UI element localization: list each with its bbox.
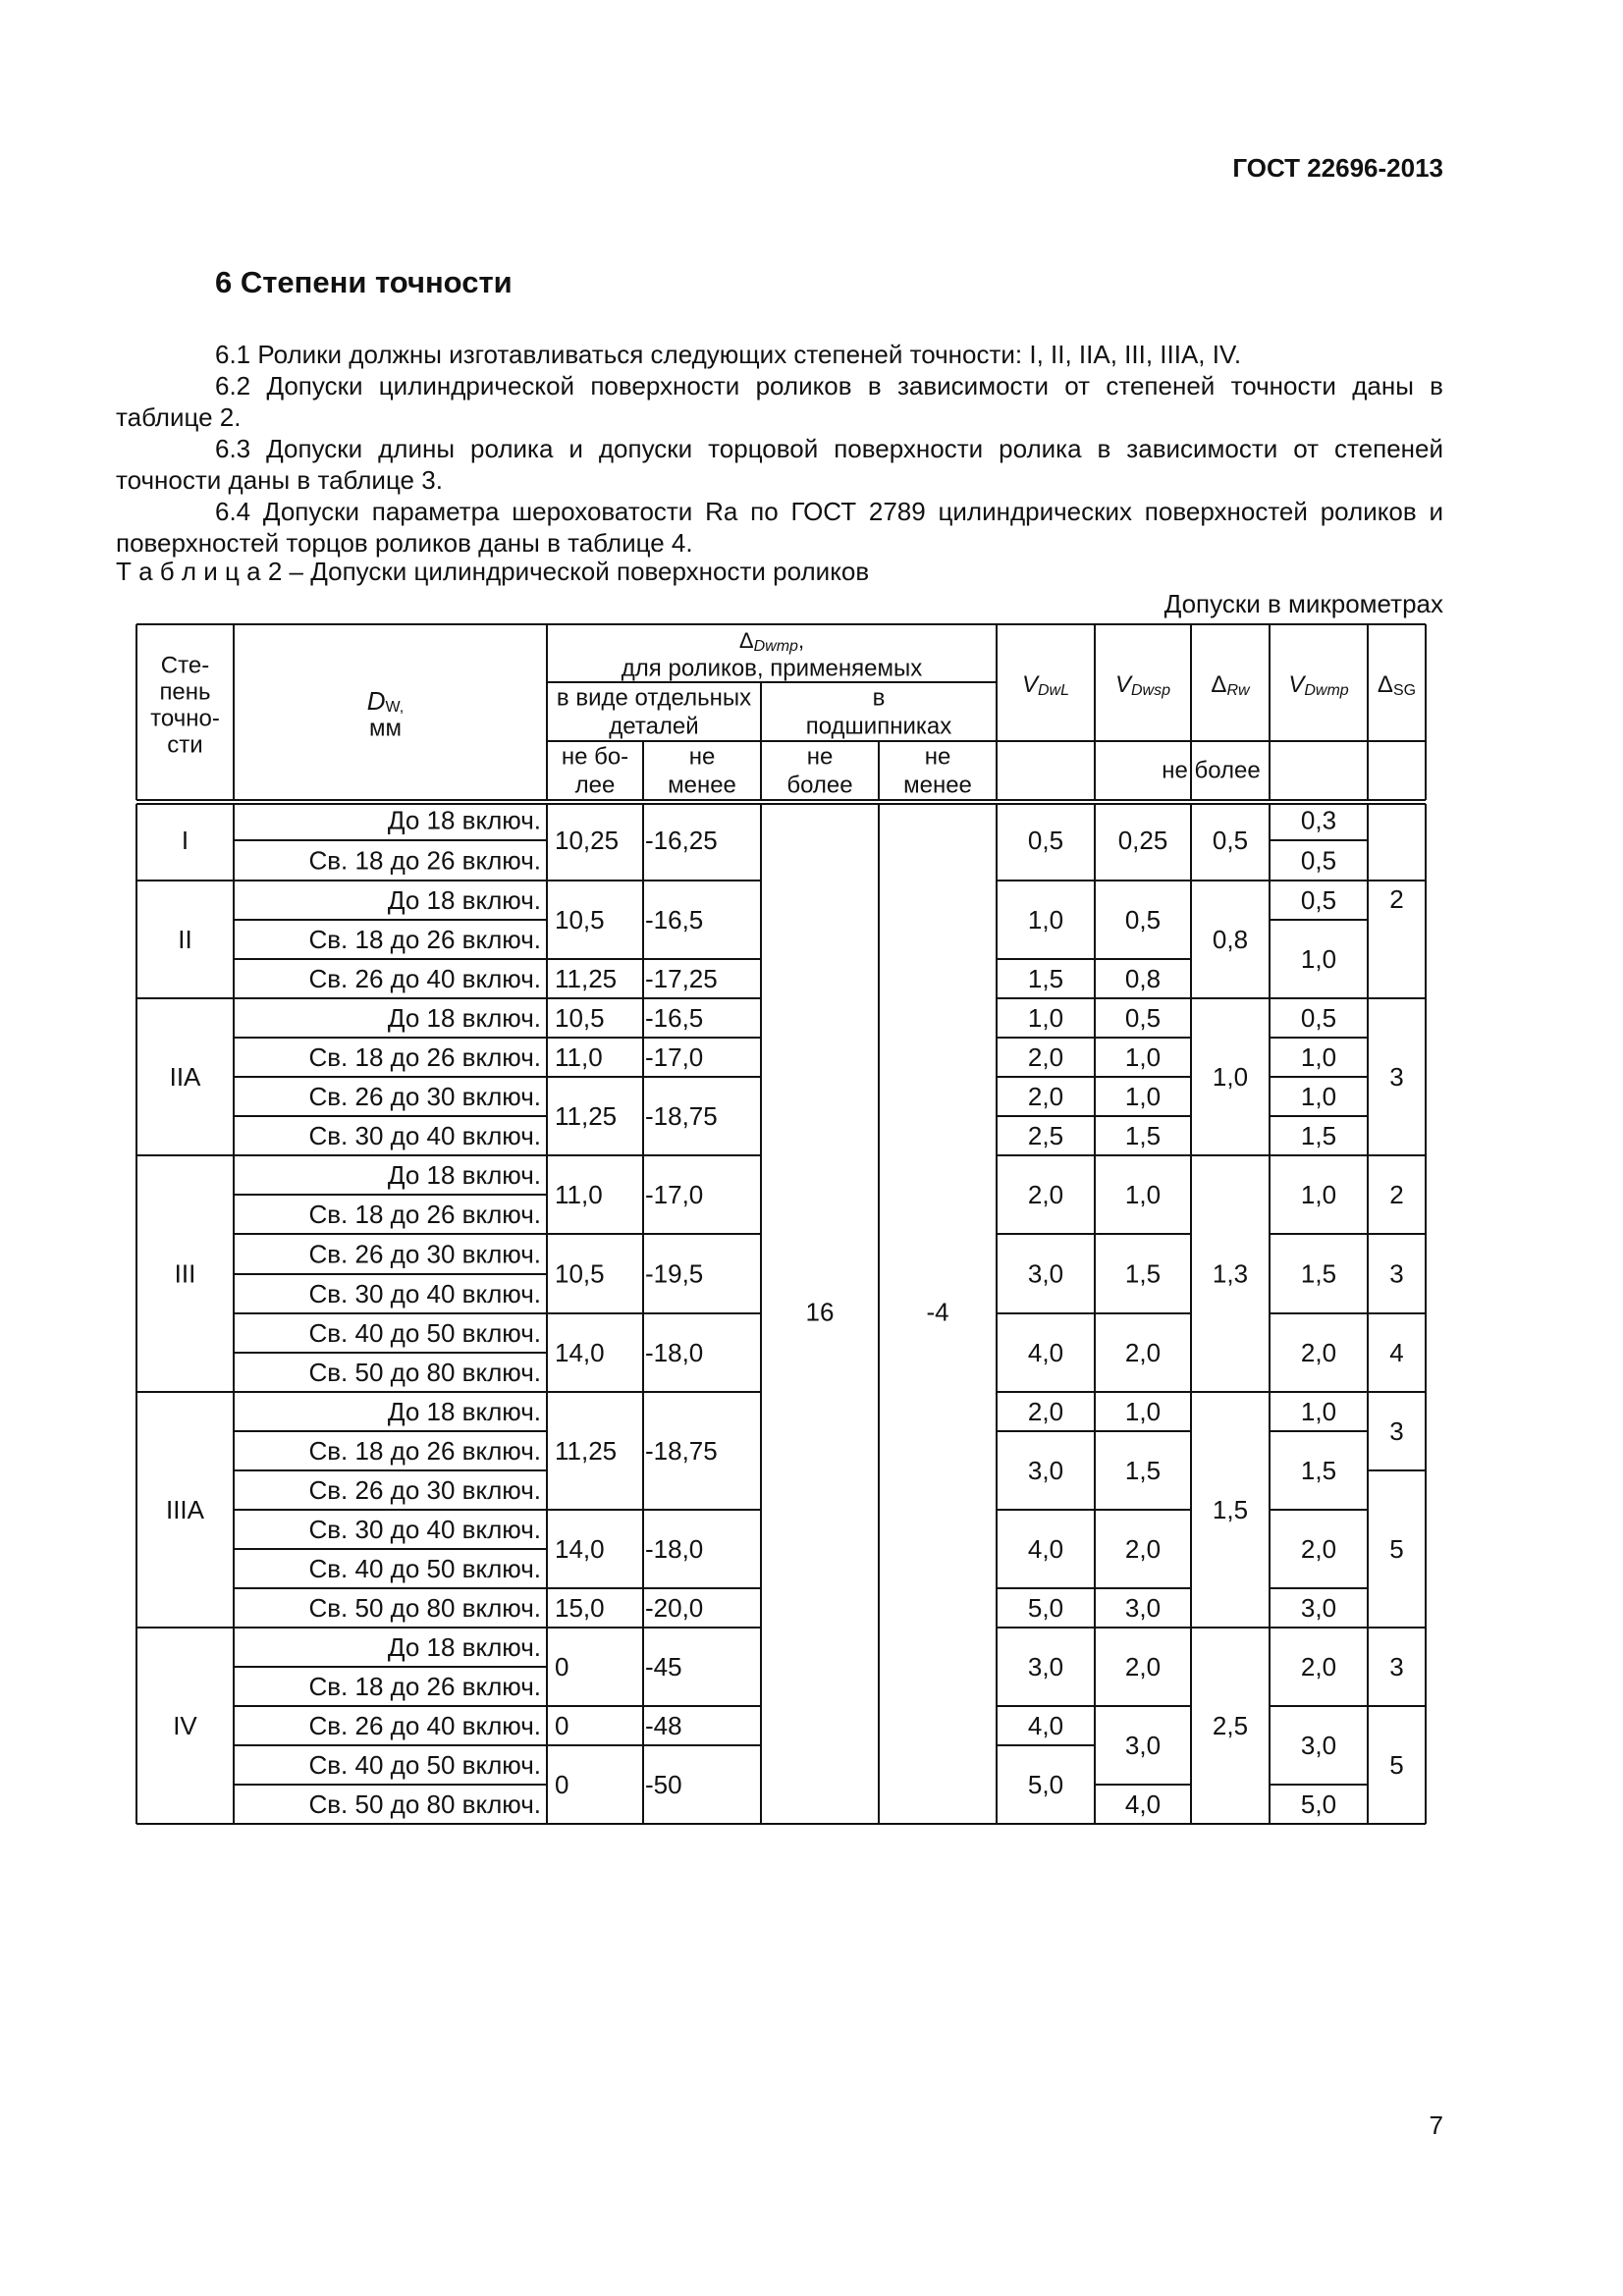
vdwsp-value: 1,0 bbox=[1124, 1397, 1162, 1426]
vdwl-value: 4,0 bbox=[1027, 1338, 1064, 1367]
size-range: До 18 включ. bbox=[387, 1632, 541, 1662]
header-delta-dwmp: $\Delta_{Dwmp}$, bbox=[738, 627, 805, 655]
vdwmp-value: 3,0 bbox=[1300, 1593, 1337, 1623]
dsg-value: 2 bbox=[1389, 1180, 1404, 1209]
drw-value: 0,5 bbox=[1212, 826, 1249, 855]
size-range: Св. 18 до 26 включ. bbox=[308, 1436, 541, 1466]
vdwmp-value: 0,3 bbox=[1300, 805, 1337, 835]
dsg-value: 3 bbox=[1389, 1416, 1404, 1446]
vdwl-value: 0,5 bbox=[1027, 826, 1064, 855]
vdwmp-value: 1,5 bbox=[1300, 1456, 1337, 1485]
header-dw: $D_{W,}$ bbox=[366, 686, 405, 716]
vdwmp-value: 2,0 bbox=[1300, 1652, 1337, 1682]
degree-label: I bbox=[181, 826, 189, 855]
vdwl-value: 3,0 bbox=[1027, 1652, 1064, 1682]
size-range: Св. 50 до 80 включ. bbox=[308, 1789, 541, 1819]
paragraph-text: 6.4 Допуски параметра шероховатости Ra по ГОСТ 2789 цилиндрических поверхностей роликов и поверхностей торцов роликов даны в таблице 4. bbox=[116, 497, 1443, 558]
bearing-not-more: 16 bbox=[805, 1297, 835, 1327]
vdwsp-value: 3,0 bbox=[1124, 1731, 1162, 1760]
sep-not-less: -48 bbox=[645, 1711, 682, 1740]
sep-not-less: -17,0 bbox=[645, 1042, 704, 1072]
vdwmp-value: 1,0 bbox=[1300, 1082, 1337, 1111]
vdwl-value: 1,5 bbox=[1027, 964, 1064, 993]
sep-not-more: 0 bbox=[555, 1652, 569, 1682]
sep-not-less: -18,0 bbox=[645, 1534, 704, 1564]
vdwsp-value: 2,0 bbox=[1124, 1338, 1162, 1367]
vdwsp-value: 1,5 bbox=[1124, 1121, 1162, 1150]
sep-not-more: 10,5 bbox=[555, 1258, 605, 1289]
vdwmp-value: 0,5 bbox=[1300, 885, 1337, 915]
vdwl-value: 2,0 bbox=[1027, 1082, 1064, 1111]
header-dsg: $\Delta_{SG}$ bbox=[1377, 670, 1417, 699]
size-range: Св. 18 до 26 включ. bbox=[308, 1672, 541, 1701]
sep-not-more: 10,5 bbox=[555, 1003, 605, 1033]
size-range: Св. 40 до 50 включ. bbox=[308, 1318, 541, 1348]
header-vdwsp: $V_{Dwsp}$ bbox=[1114, 670, 1171, 699]
header-degree: Сте- bbox=[160, 652, 210, 679]
vdwsp-value: 1,0 bbox=[1124, 1180, 1162, 1209]
vdwl-value: 4,0 bbox=[1027, 1711, 1064, 1740]
size-range: Св. 26 до 30 включ. bbox=[308, 1475, 541, 1505]
vdwl-value: 4,0 bbox=[1027, 1534, 1064, 1564]
dsg-value: 5 bbox=[1389, 1750, 1404, 1780]
size-range: До 18 включ. bbox=[387, 885, 541, 915]
header-delta-text: для роликов, применяемых bbox=[621, 655, 923, 682]
header-degree: сти bbox=[167, 731, 203, 759]
sep-not-less: -19,5 bbox=[645, 1258, 704, 1289]
dsg-value: 3 bbox=[1389, 1062, 1404, 1092]
header-in-bearings: подшипниках bbox=[805, 713, 952, 740]
header-dw-unit: мм bbox=[369, 715, 402, 742]
header-not-more: не бо- bbox=[561, 743, 629, 771]
size-range: Св. 18 до 26 включ. bbox=[308, 1200, 541, 1229]
header-not-more: более bbox=[786, 772, 853, 799]
sep-not-more: 11,0 bbox=[555, 1042, 603, 1072]
dsg-value: 4 bbox=[1389, 1338, 1404, 1367]
vdwl-value: 2,5 bbox=[1027, 1121, 1064, 1150]
degree-label: IIA bbox=[169, 1062, 201, 1092]
vdwmp-value: 2,0 bbox=[1300, 1534, 1337, 1564]
degree-label: III bbox=[174, 1258, 196, 1289]
size-range: Св. 40 до 50 включ. bbox=[308, 1750, 541, 1780]
vdwmp-value: 0,5 bbox=[1300, 845, 1337, 876]
size-range: Св. 50 до 80 включ. bbox=[308, 1358, 541, 1387]
drw-value: 2,5 bbox=[1212, 1711, 1249, 1740]
size-range: Св. 26 до 30 включ. bbox=[308, 1082, 541, 1111]
size-range: Св. 30 до 40 включ. bbox=[308, 1515, 541, 1544]
vdwl-value: 3,0 bbox=[1027, 1456, 1064, 1485]
vdwl-value: 3,0 bbox=[1027, 1258, 1064, 1289]
dsg-value: 3 bbox=[1389, 1652, 1404, 1682]
size-range: Св. 18 до 26 включ. bbox=[308, 845, 541, 876]
size-range: Св. 40 до 50 включ. bbox=[308, 1554, 541, 1583]
vdwl-value: 2,0 bbox=[1027, 1180, 1064, 1209]
size-range: До 18 включ. bbox=[387, 1397, 541, 1426]
section-title: 6 Степени точности bbox=[215, 265, 513, 299]
sep-not-less: -16,25 bbox=[645, 826, 718, 855]
sep-not-less: -50 bbox=[645, 1770, 682, 1799]
header-degree: пень bbox=[159, 678, 211, 706]
vdwmp-value: 0,5 bbox=[1300, 1003, 1337, 1033]
vdwsp-value: 1,5 bbox=[1124, 1456, 1162, 1485]
header-separate: деталей bbox=[609, 713, 699, 740]
vdwsp-value: 0,8 bbox=[1124, 964, 1162, 993]
sep-not-more: 0 bbox=[555, 1770, 569, 1799]
size-range: Св. 50 до 80 включ. bbox=[308, 1593, 541, 1623]
size-range: Св. 26 до 40 включ. bbox=[308, 1711, 541, 1740]
sep-not-less: -17,0 bbox=[645, 1180, 704, 1209]
vdwmp-value: 1,5 bbox=[1300, 1258, 1337, 1289]
vdwl-value: 1,0 bbox=[1027, 905, 1064, 934]
header-not-less: не bbox=[688, 743, 716, 771]
header-not-less: не bbox=[924, 743, 951, 771]
header-separate: в виде отдельных bbox=[556, 684, 752, 712]
vdwmp-value: 1,5 bbox=[1300, 1121, 1337, 1150]
drw-value: 1,5 bbox=[1212, 1495, 1249, 1524]
vdwsp-value: 4,0 bbox=[1124, 1789, 1162, 1819]
vdwl-value: 5,0 bbox=[1027, 1770, 1064, 1799]
drw-value: 1,0 bbox=[1212, 1062, 1249, 1092]
sep-not-more: 15,0 bbox=[555, 1593, 605, 1623]
header-not-less: менее bbox=[903, 772, 972, 799]
degree-label: IIIA bbox=[165, 1495, 205, 1524]
paragraph-text: 6.2 Допуски цилиндрической поверхности роликов в зависимости от степеней точности даны в таблице 2. bbox=[116, 371, 1443, 432]
dsg-value: 3 bbox=[1389, 1258, 1404, 1289]
header-common-not-more: не более bbox=[1162, 757, 1261, 784]
header-in-bearings: в bbox=[872, 684, 886, 712]
sep-not-less: -45 bbox=[645, 1652, 682, 1682]
drw-value: 1,3 bbox=[1212, 1258, 1249, 1289]
sep-not-more: 14,0 bbox=[555, 1534, 605, 1564]
paragraph-text: 6.1 Ролики должны изготавливаться следующих степеней точности: I, II, IIA, III, IIIA, IV. bbox=[215, 340, 1242, 369]
dsg-value: 5 bbox=[1389, 1534, 1404, 1564]
vdwmp-value: 1,0 bbox=[1300, 1042, 1337, 1072]
sep-not-more: 10,5 bbox=[555, 905, 605, 934]
sep-not-less: -18,75 bbox=[645, 1436, 718, 1466]
bearing-not-less: -4 bbox=[926, 1297, 949, 1327]
size-range: Св. 26 до 40 включ. bbox=[308, 964, 541, 993]
header-not-more: лее bbox=[574, 772, 616, 799]
vdwl-value: 2,0 bbox=[1027, 1042, 1064, 1072]
header-vdwmp: $V_{Dwmp}$ bbox=[1288, 670, 1349, 699]
sep-not-more: 14,0 bbox=[555, 1338, 605, 1367]
header-not-less: менее bbox=[668, 772, 736, 799]
sep-not-less: -18,75 bbox=[645, 1101, 718, 1131]
vdwl-value: 5,0 bbox=[1027, 1593, 1064, 1623]
vdwmp-value: 2,0 bbox=[1300, 1338, 1337, 1367]
vdwsp-value: 1,5 bbox=[1124, 1258, 1162, 1289]
vdwsp-value: 1,0 bbox=[1124, 1082, 1162, 1111]
dsg-value: 2 bbox=[1389, 884, 1404, 914]
sep-not-more: 10,25 bbox=[555, 826, 620, 855]
sep-not-less: -17,25 bbox=[645, 964, 718, 993]
size-range: Св. 30 до 40 включ. bbox=[308, 1279, 541, 1308]
degree-label: II bbox=[178, 925, 192, 954]
sep-not-more: 11,25 bbox=[555, 1101, 618, 1131]
degree-label: IV bbox=[173, 1711, 197, 1740]
vdwmp-value: 1,0 bbox=[1300, 944, 1337, 974]
vdwmp-value: 5,0 bbox=[1300, 1789, 1337, 1819]
units-note: Допуски в микрометрах bbox=[1163, 589, 1443, 618]
vdwsp-value: 2,0 bbox=[1124, 1652, 1162, 1682]
size-range: Св. 18 до 26 включ. bbox=[308, 925, 541, 954]
sep-not-less: -16,5 bbox=[645, 905, 704, 934]
sep-not-less: -20,0 bbox=[645, 1593, 704, 1623]
vdwsp-value: 3,0 bbox=[1124, 1593, 1162, 1623]
vdwl-value: 1,0 bbox=[1027, 1003, 1064, 1033]
table-caption: Т а б л и ц а 2 – Допуски цилиндрической поверхности роликов bbox=[116, 557, 870, 586]
vdwmp-value: 3,0 bbox=[1300, 1731, 1337, 1760]
header-degree: точно- bbox=[150, 705, 220, 732]
size-range: Св. 18 до 26 включ. bbox=[308, 1042, 541, 1072]
page-number: 7 bbox=[1429, 2110, 1443, 2140]
drw-value: 0,8 bbox=[1212, 925, 1249, 954]
size-range: До 18 включ. bbox=[387, 1160, 541, 1190]
vdwsp-value: 2,0 bbox=[1124, 1534, 1162, 1564]
sep-not-more: 11,0 bbox=[555, 1180, 603, 1209]
header-drw: $\Delta_{Rw}$ bbox=[1211, 670, 1250, 699]
size-range: До 18 включ. bbox=[387, 805, 541, 835]
header-not-more: не bbox=[806, 743, 834, 771]
size-range: Св. 30 до 40 включ. bbox=[308, 1121, 541, 1150]
vdwsp-value: 0,5 bbox=[1124, 905, 1162, 934]
vdwmp-value: 1,0 bbox=[1300, 1397, 1337, 1426]
sep-not-more: 0 bbox=[555, 1711, 569, 1740]
sep-not-less: -18,0 bbox=[645, 1338, 704, 1367]
vdwmp-value: 1,0 bbox=[1300, 1180, 1337, 1209]
vdwsp-value: 1,0 bbox=[1124, 1042, 1162, 1072]
vdwl-value: 2,0 bbox=[1027, 1397, 1064, 1426]
vdwsp-value: 0,5 bbox=[1124, 1003, 1162, 1033]
header-vdwl: $V_{DwL}$ bbox=[1021, 670, 1070, 699]
paragraph-text: 6.3 Допуски длины ролика и допуски торцовой поверхности ролика в зависимости от степеней точности даны в таблице 3. bbox=[116, 434, 1443, 495]
vdwsp-value: 0,25 bbox=[1117, 826, 1168, 855]
standard-number: ГОСТ 22696-2013 bbox=[1232, 153, 1443, 183]
sep-not-more: 11,25 bbox=[555, 1436, 618, 1466]
size-range: До 18 включ. bbox=[387, 1003, 541, 1033]
sep-not-less: -16,5 bbox=[645, 1003, 704, 1033]
sep-not-more: 11,25 bbox=[555, 964, 618, 993]
size-range: Св. 26 до 30 включ. bbox=[308, 1239, 541, 1269]
